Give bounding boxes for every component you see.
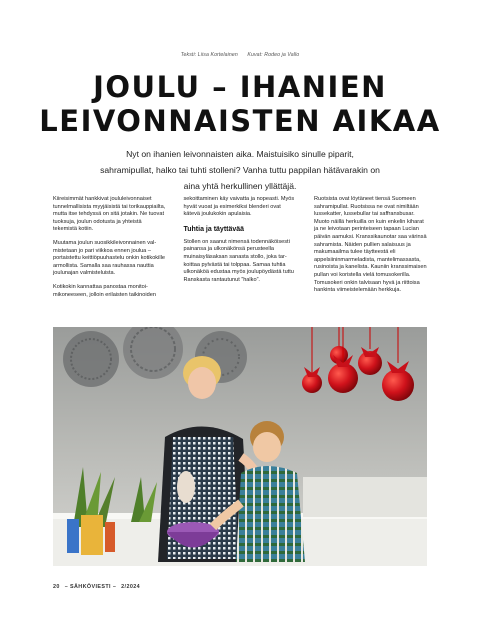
- paragraph: Kiireisimmät hankkivat joululeivonnaiset tunnelmallisista myyjäisistä tai torikauppiailta, mutta itse tehdyssä on sitä jotakin. Ne tuovat tuoksuja, joulun odotusta ja yhteistä tekemistä kotiin.: [53, 196, 166, 233]
- paragraph: Kotikokin kannattaa panostaa monitoimikoneeseen, jolloin erilaisten taikinoiden: [53, 283, 156, 298]
- issue-number: 2/2024: [121, 584, 141, 590]
- paragraph: Stollen on saanut nimensä todennäköisesti painansa ja ulkonäkönsä perusteella muinaisyläsaksan sanasta stollo, joka tarkoittaa pylvästä tai tolppaa. Samaa tuhtia ulkonäköä edustaa myös joulupöydästä tuttu Ranskasta rantautunut ”halko”.: [183, 238, 294, 283]
- lead-paragraph: Nyt on ihanien leivonnaisten aika. Maistuisiko sinulle piparit, sahramipullat, halko tai tuhti stolleni? Vanha tuttu pappilan hätävarakin on aina yhtä herkullinen yllättäjä.: [100, 149, 380, 191]
- credits: [0, 52, 480, 58]
- paragraph: Ruotsista ovat löytäneet tiensä Suomeen sahramipullat. Ruotsissa ne ovat nimiltään lussekatter, lussebullar tai saffransbusar. Muoto näillä herkuilla on kuin enkelin kiharat ja ne leivotaan perinteiseen tapaan Lucian päivän aamuksi. Kranssikaunotar saa värinsä sahramista. Näiden pullien salaisuus ja makumaailma tulee täytteestä eli appelsiininmarmeladista, mantelimassasta, rusinoista ja kanelista. Kauniin kranssimaisen pullan voi koristella vielä tomusokerilla. Tomusokeri onkin talvisaan hyvä ja riittoisa hankinta viimeistelemään herkkuja.: [314, 196, 427, 294]
- headline-line-2: LEIVONNAISTEN AIKAA: [39, 104, 441, 138]
- paragraph: sekoittaminen käy vaivatta ja nopeasti. Myös hyvät vuoat ja esimerkiksi blenderi ovat kätevä joulukokin apulaisia.: [183, 196, 295, 218]
- magazine-name: – SÄHKÖVIESTI –: [64, 584, 117, 590]
- text-credit: Teksti: Liisa Kortelainen: [180, 52, 238, 58]
- page-footer: [53, 584, 140, 590]
- column-2: [184, 196, 297, 305]
- headline: [0, 70, 480, 138]
- photo-credit: Kuvat: Rodeo ja Vallo: [247, 52, 300, 58]
- column-1: [53, 196, 166, 305]
- page-number: 20: [53, 584, 60, 590]
- headline-line-1: JOULU – IHANIEN: [93, 70, 387, 104]
- paragraph: Muutama joulun suosikkileivonnainen valmistetaan jo pari viikkoa ennen joulua – portaistettu keittiöpuuhastelu onkin kotikokille armollista. Samalla saa rauhassa nauttia joulunajan valmisteluista.: [53, 239, 165, 277]
- kitchen-photo: [53, 327, 427, 566]
- column-3: [314, 196, 427, 305]
- subheading: Tuhtia ja täyttävää: [183, 225, 245, 233]
- article-body: [53, 196, 427, 305]
